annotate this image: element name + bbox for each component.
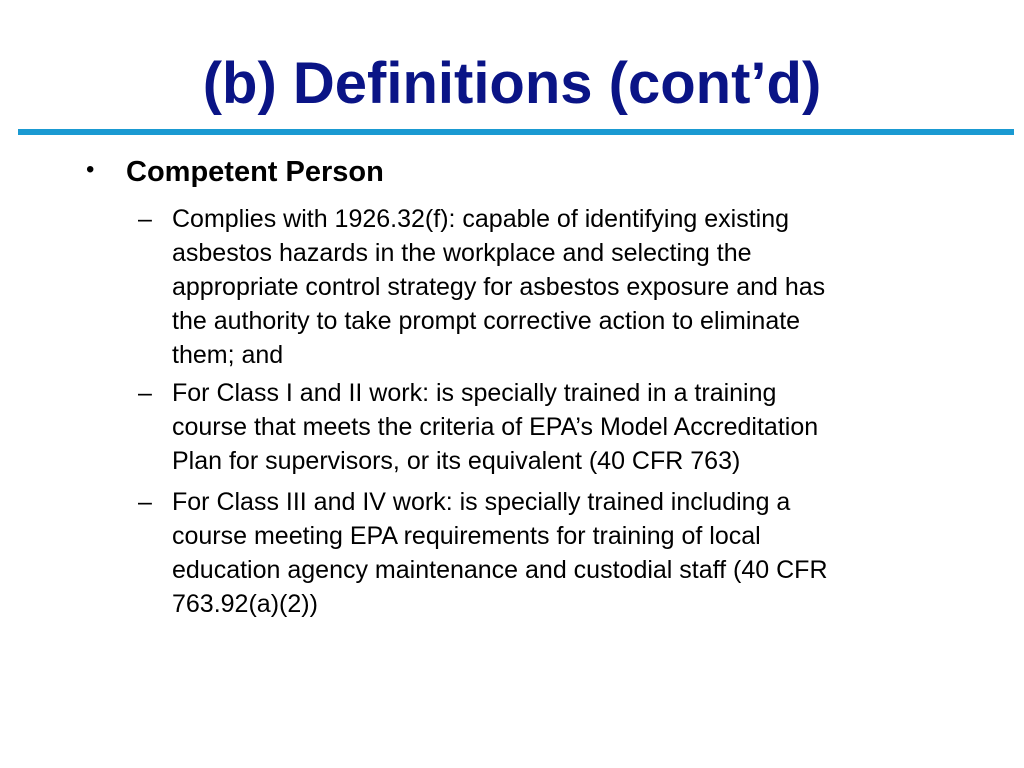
sub-item-1-line: asbestos hazards in the workplace and selecting the xyxy=(172,239,752,267)
dash-icon: – xyxy=(138,488,152,516)
sub-item-1-line: Complies with 1926.32(f): capable of identifying existing xyxy=(172,205,790,233)
sub-item-3-line: education agency maintenance and custodial staff (40 CFR xyxy=(172,556,828,584)
sub-item-2-line: Plan for supervisors, or its equivalent (40 CFR 763) xyxy=(172,447,741,475)
sub-item-3-line: 763.92(a)(2)) xyxy=(172,590,318,618)
sub-item-1-line: the authority to take prompt corrective action to eliminate xyxy=(172,307,801,335)
sub-item-1-line: them; and xyxy=(172,341,284,369)
dash-icon: – xyxy=(138,379,152,407)
title-divider xyxy=(18,129,1014,135)
sub-item-3-line: course meeting EPA requirements for training of local xyxy=(172,522,761,550)
bullet-heading: Competent Person xyxy=(126,156,384,188)
sub-item-2 xyxy=(172,376,942,478)
bullet-icon: • xyxy=(86,156,95,183)
sub-item-3-line: For Class III and IV work: is specially trained including a xyxy=(172,488,791,516)
dash-icon: – xyxy=(138,205,152,233)
slide-title: (b) Definitions (cont’d) xyxy=(202,51,822,116)
sub-item-2-line: For Class I and II work: is specially trained in a training xyxy=(172,379,777,407)
sub-item-2-line: course that meets the criteria of EPA’s Model Accreditation xyxy=(172,413,819,441)
sub-item-1 xyxy=(172,202,942,372)
sub-item-1-line: appropriate control strategy for asbestos exposure and has xyxy=(172,273,826,301)
sub-item-3 xyxy=(172,485,942,621)
